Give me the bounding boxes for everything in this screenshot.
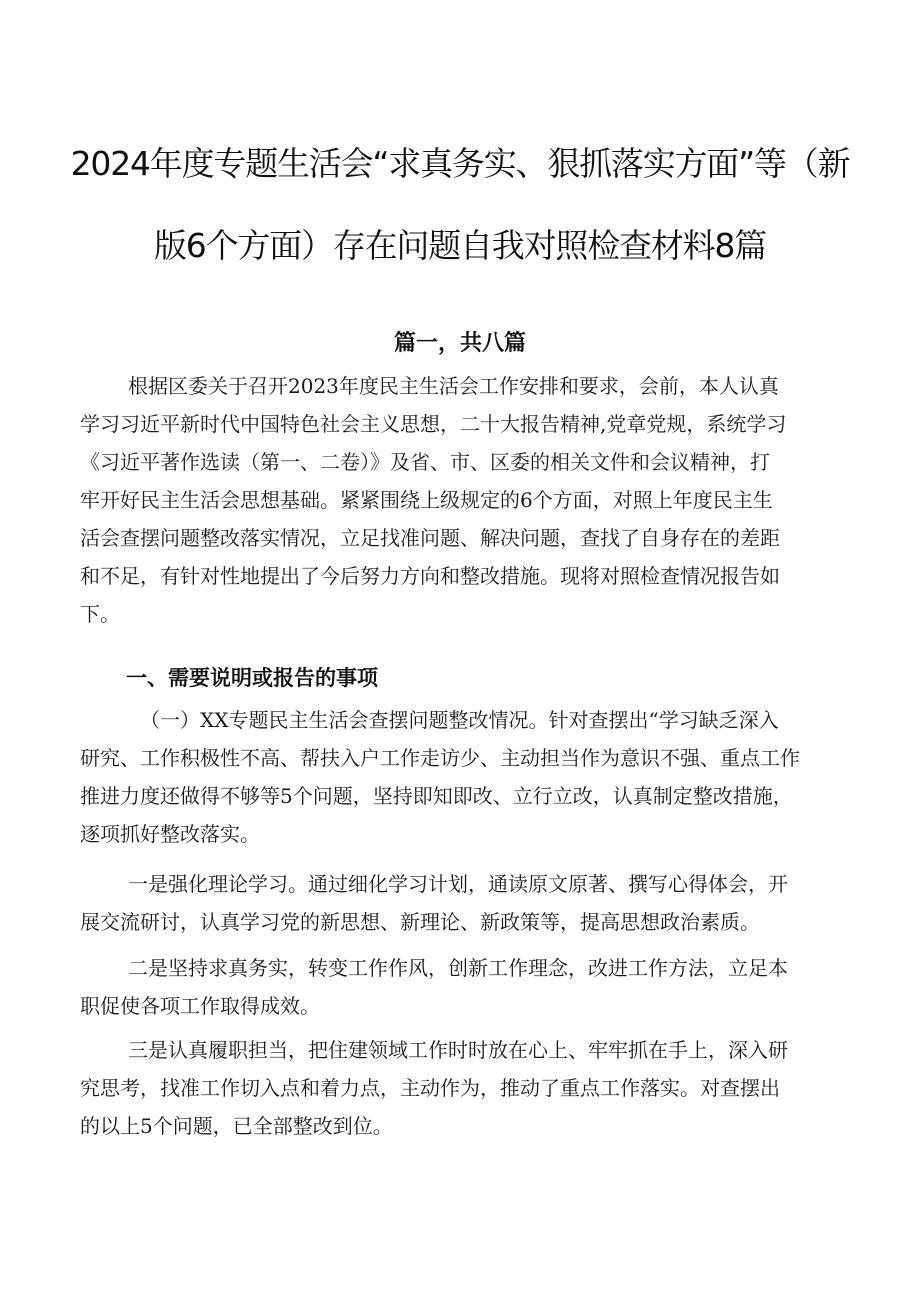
para4-line-3: 的以上5个问题，已全部整改到位。 [80, 1114, 393, 1138]
intro-line-6: 和不足，有针对性地提出了今后努力方向和整改措施。现将对照检查情况报告如 [80, 564, 780, 588]
para3-line-1: 二是坚持求真务实，转变工作作风，创新工作理念，改进工作方法，立足本 [128, 956, 788, 980]
para1-line-4: 逐项抓好整改落实。 [80, 822, 260, 846]
para3-line-2: 职促使各项工作取得成效。 [80, 994, 320, 1018]
document-title-line-1: 2024年度专题生活会“求真务实、狠抓落实方面”等（新 [70, 144, 850, 183]
para1-line-1: （一）XX专题民主生活会查摆问题整改情况。针对查摆出“学习缺乏深入 [140, 708, 779, 732]
intro-line-7: 下。 [80, 602, 120, 626]
para4-line-2: 究思考，找准工作切入点和着力点，主动作为，推动了重点工作落实。对查摆出 [80, 1076, 780, 1100]
para2-line-2: 展交流研讨，认真学习党的新思想、新理论、新政策等，提高思想政治素质。 [80, 910, 760, 934]
document-title-line-2: 版6个方面）存在问题自我对照检查材料8篇 [154, 226, 766, 265]
para2-line-1: 一是强化理论学习。通过细化学习计划，通读原文原著、撰写心得体会，开 [128, 872, 788, 896]
para4-line-1: 三是认真履职担当，把住建领域工作时时放在心上、牢牢抓在手上，深入研 [128, 1038, 788, 1062]
intro-line-2: 学习习近平新时代中国特色社会主义思想，二十大报告精神,党章党规，系统学习 [80, 412, 787, 436]
intro-line-3: 《习近平著作选读（第一、二卷）》及省、市、区委的相关文件和会议精神，打 [80, 450, 770, 474]
para1-line-3: 推进力度还做得不够等5个问题，坚持即知即改、立行立改，认真制定整改措施， [80, 784, 793, 808]
intro-line-1: 根据区委关于召开2023年度民主生活会工作安排和要求，会前，本人认真 [128, 374, 779, 398]
para1-line-2: 研究、工作积极性不高、帮扶入户工作走访少、主动担当作为意识不强、重点工作 [80, 746, 800, 770]
intro-line-4: 牢开好民主生活会思想基础。紧紧围绕上级规定的6个方面，对照上年度民主生 [80, 488, 773, 512]
heading-1: 一、需要说明或报告的事项 [126, 666, 378, 690]
section-title: 篇一，共八篇 [393, 331, 526, 356]
intro-line-5: 活会查摆问题整改落实情况，立足找准问题、解决问题，查找了自身存在的差距 [80, 526, 780, 550]
